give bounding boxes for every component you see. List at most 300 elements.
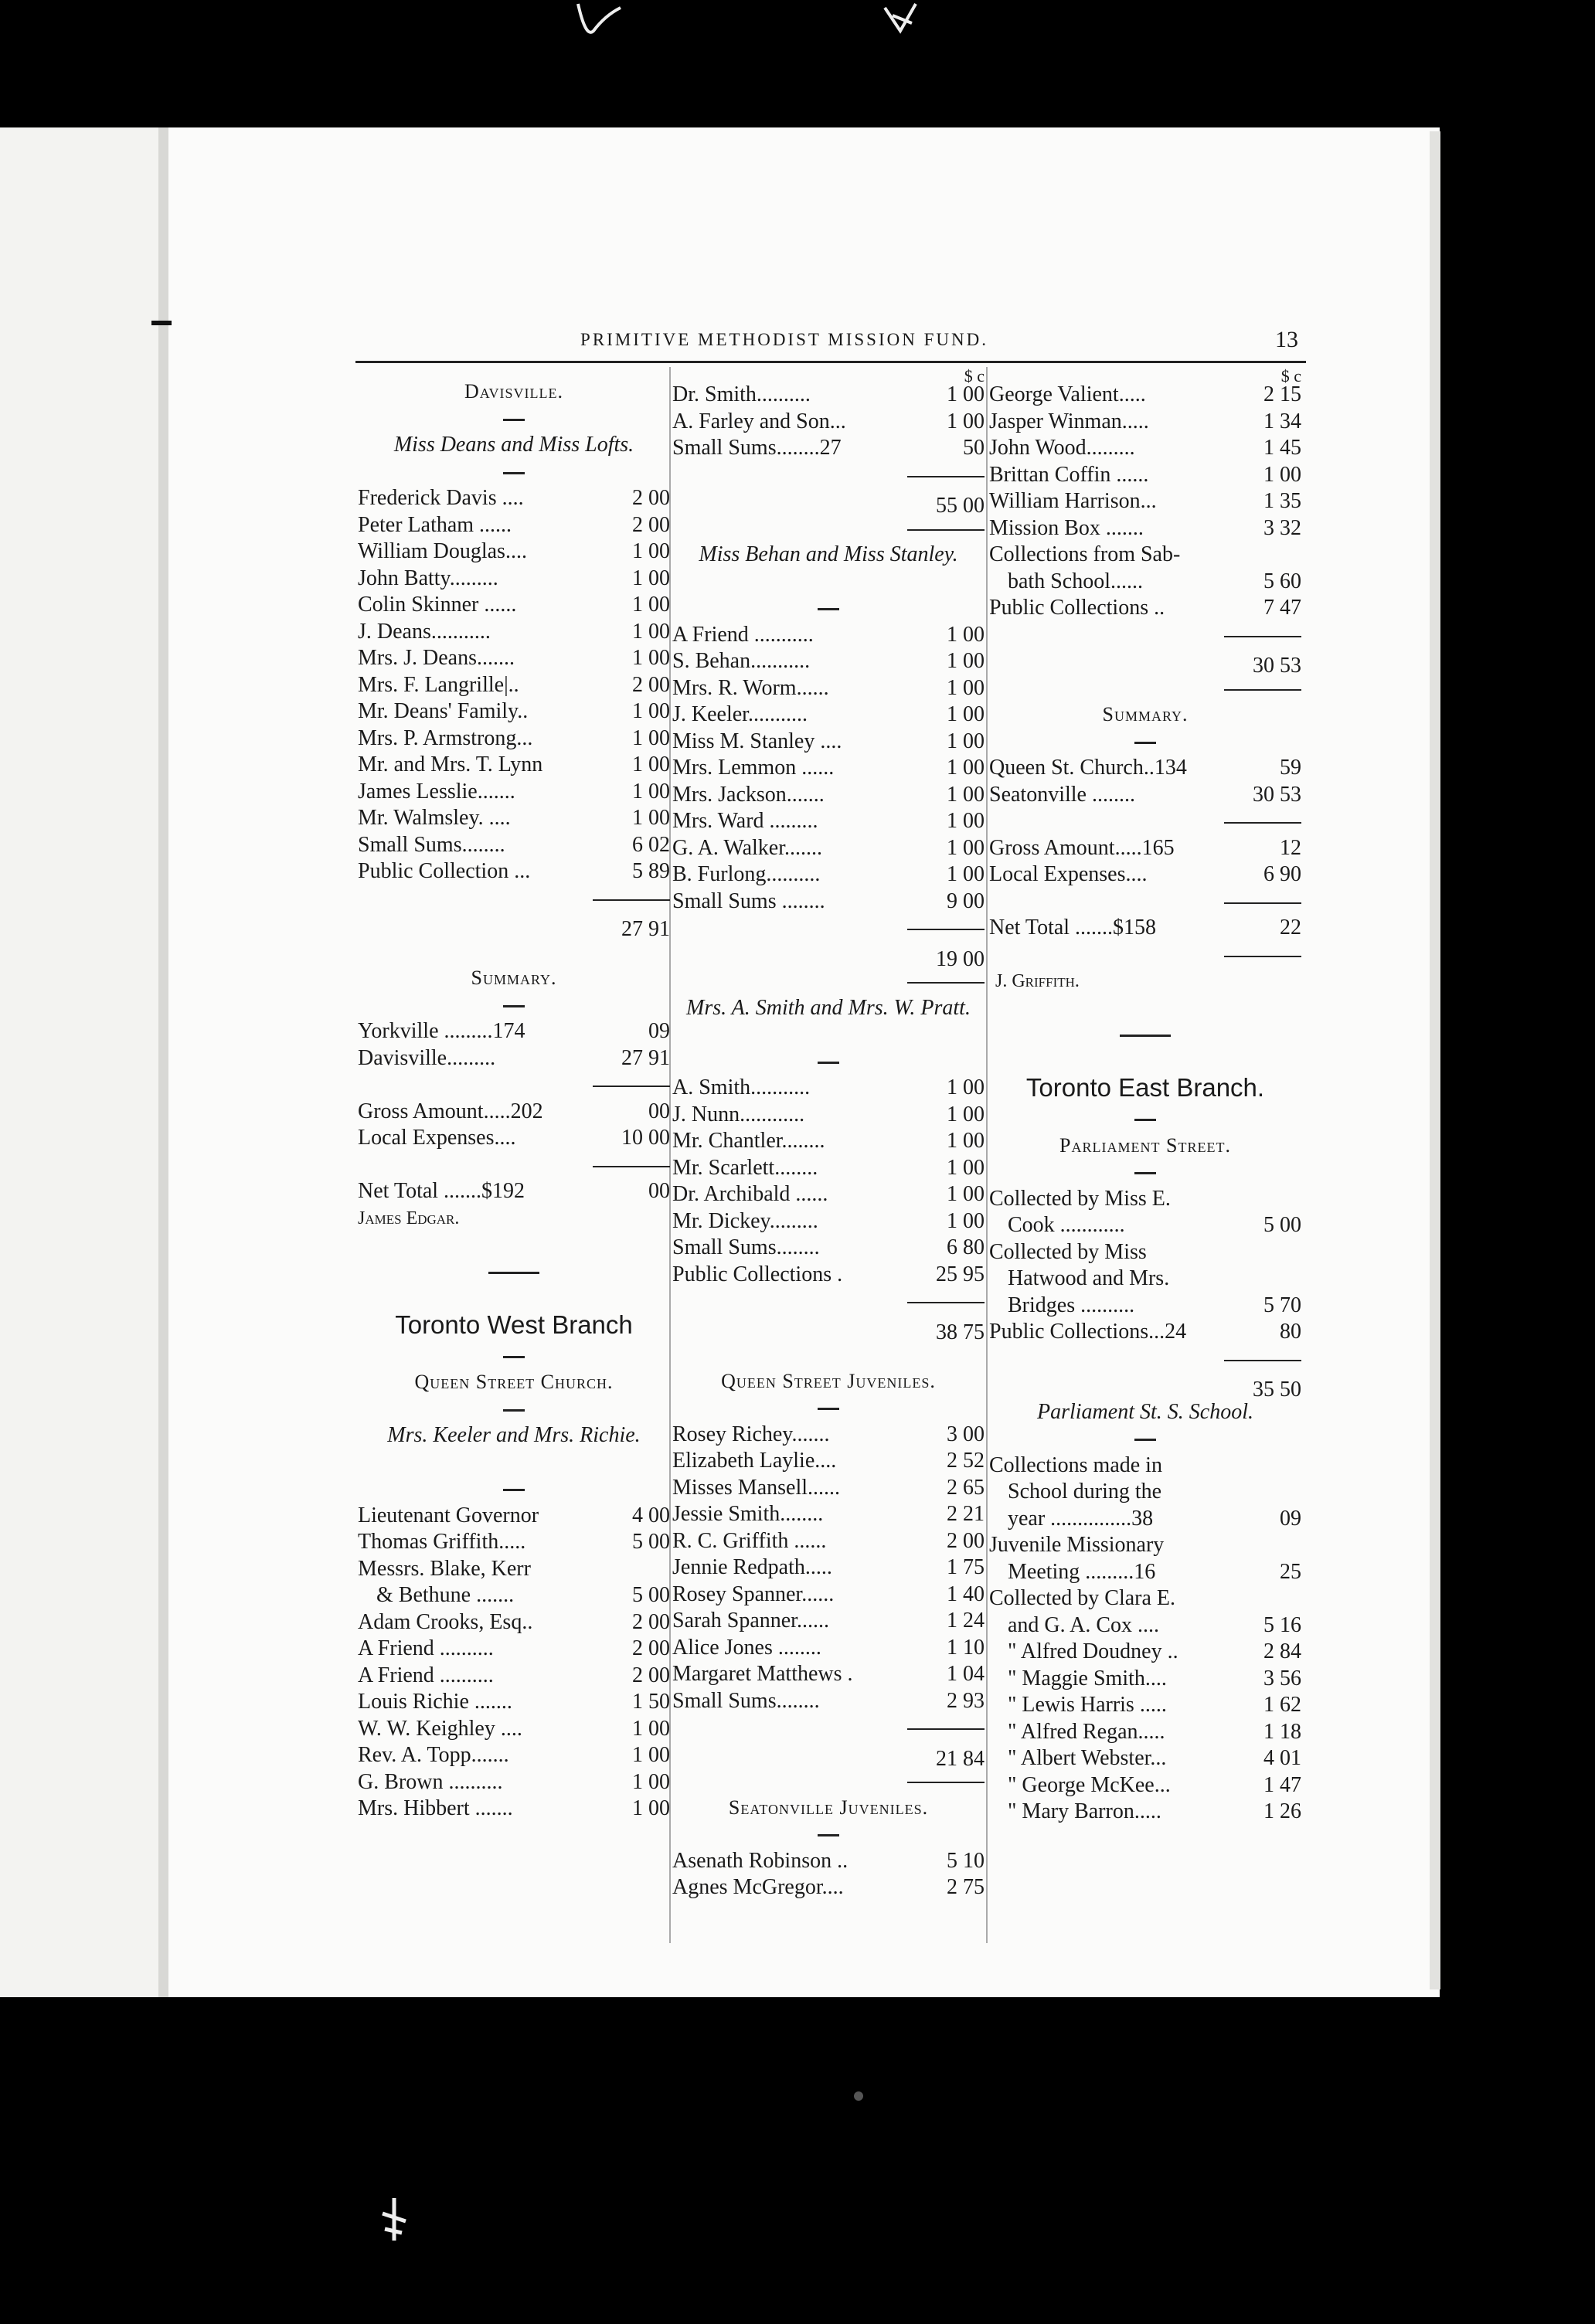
entry-name: Thomas Griffith..... — [358, 1530, 526, 1554]
list-item — [989, 1666, 1301, 1693]
total-rule — [358, 885, 670, 912]
entry-name: J. Deans........... — [358, 619, 491, 644]
list-item — [989, 1186, 1301, 1213]
entry-name: Mission Box ....... — [989, 515, 1144, 540]
list-item — [358, 1636, 670, 1663]
entry-amount: 2 00 — [632, 1609, 670, 1634]
entry-name: Frederick Davis .... — [358, 486, 524, 510]
entry-amount: 4 00 — [632, 1503, 670, 1527]
list-item — [672, 861, 985, 888]
entry-amount: 1 00 — [947, 782, 985, 807]
list-item — [989, 1319, 1301, 1346]
entry-name: A Friend .......... — [358, 1663, 494, 1687]
list-item — [358, 1796, 670, 1823]
entry-amount: 25 95 — [936, 1262, 985, 1286]
entry-amount — [1228, 1452, 1301, 1480]
entry-amount: 2 84 — [1263, 1639, 1301, 1663]
entry-name: Lieutenant Governor — [358, 1503, 539, 1527]
entry-name: Mrs. Jackson....... — [672, 782, 825, 807]
gutter-mark — [151, 321, 172, 325]
list-item — [672, 1475, 985, 1502]
column-3 — [989, 366, 1301, 1826]
entry-amount: 1 00 — [947, 1182, 985, 1206]
entry-name: Public Collections...24 — [989, 1320, 1187, 1344]
entry-name: " Alfred Doudney .. — [1008, 1639, 1178, 1663]
branch-heading: Toronto East Branch. — [1025, 1073, 1265, 1102]
entry-amount: 25 — [1280, 1559, 1301, 1584]
list-item — [672, 1554, 985, 1582]
scan-mark-icon — [877, 0, 923, 42]
ink-spot — [854, 2091, 863, 2101]
list-item — [358, 1742, 670, 1769]
total-rule — [672, 462, 985, 489]
entry-name: Mrs. P. Armstrong... — [358, 725, 533, 750]
entry-amount: 2 00 — [632, 1636, 670, 1660]
entry-name: bath School...... — [1008, 569, 1143, 593]
entry-amount: 2 75 — [947, 1875, 985, 1899]
section-total — [672, 1315, 985, 1342]
entry-amount: 1 00 — [632, 1716, 670, 1741]
currency-header: $ c — [964, 366, 985, 386]
list-item — [989, 1239, 1301, 1266]
entry-name: A Friend ........... — [672, 622, 814, 647]
entry-name: Mr. Dickey......... — [672, 1208, 818, 1233]
entry-amount: 2 93 — [947, 1688, 985, 1713]
list-item — [672, 808, 985, 835]
entry-amount: 1 00 — [947, 1155, 985, 1180]
entry-amount — [1228, 1532, 1301, 1559]
list-item — [989, 1506, 1301, 1533]
entry-name: Cook ............ — [1008, 1213, 1125, 1237]
entry-name: Hatwood and Mrs. — [1008, 1266, 1170, 1290]
list-item — [672, 702, 985, 729]
collectors-line: Miss Behan and Miss Stanley. — [699, 542, 958, 566]
list-item — [358, 805, 670, 832]
list-item — [672, 1635, 985, 1662]
entry-name: School during the — [1008, 1480, 1162, 1503]
entry-name: Peter Latham ...... — [358, 512, 512, 537]
entry-name: S. Behan........... — [672, 649, 811, 673]
entry-name: William Douglas.... — [358, 539, 527, 563]
dash-rule — [989, 729, 1301, 756]
section-total — [672, 488, 985, 518]
list-item — [672, 888, 985, 916]
dash-rule — [358, 992, 670, 1019]
list-item — [358, 539, 670, 566]
list-item — [358, 1045, 670, 1072]
entry-name: Elizabeth Laylie.... — [672, 1449, 837, 1473]
section-heading: Queen Street Church. — [414, 1371, 614, 1393]
list-item — [989, 1266, 1301, 1293]
entry-amount — [1228, 1186, 1301, 1213]
entry-name: " Maggie Smith.... — [1008, 1666, 1167, 1690]
dash-rule — [358, 406, 670, 433]
entry-name: Small Sums........ — [672, 1688, 820, 1713]
list-item — [989, 409, 1301, 436]
entry-name: Seatonville ........ — [989, 782, 1135, 807]
list-item — [989, 382, 1301, 409]
entry-amount — [1228, 542, 1301, 569]
entry-name: George Valient..... — [989, 382, 1146, 406]
entry-name: Juvenile Missionary — [989, 1533, 1165, 1557]
local-expenses-row — [358, 1125, 670, 1152]
entry-amount: 1 00 — [632, 1743, 670, 1767]
entry-amount: 6 90 — [1263, 862, 1301, 886]
entry-name: Asenath Robinson .. — [672, 1848, 849, 1873]
list-item — [989, 515, 1301, 542]
entry-amount: 1 00 — [947, 1208, 985, 1233]
list-item — [358, 645, 670, 672]
entry-name: Small Sums........ — [358, 832, 505, 857]
entry-amount: 4 01 — [1263, 1746, 1301, 1770]
entry-list — [989, 1452, 1301, 1826]
entry-amount: 30 53 — [1253, 782, 1301, 807]
entry-name: Jennie Redpath..... — [672, 1555, 832, 1579]
list-item — [672, 1128, 985, 1155]
entry-name: J. Nunn............ — [672, 1102, 805, 1126]
dash-rule — [672, 1395, 985, 1422]
entry-name: Jasper Winman..... — [989, 409, 1149, 433]
list-item — [989, 1745, 1301, 1772]
entry-name: Gross Amount.....165 — [989, 835, 1175, 860]
entry-amount: 1 26 — [1263, 1799, 1301, 1823]
list-item — [989, 1212, 1301, 1239]
list-item — [358, 1609, 670, 1636]
list-item — [672, 1448, 985, 1475]
total-amount: 21 84 — [936, 1746, 985, 1771]
dash-rule — [989, 1106, 1301, 1133]
entry-name: Public Collection ... — [358, 859, 531, 883]
entry-list — [989, 755, 1301, 808]
entry-list — [672, 382, 985, 462]
entry-name: John Batty......... — [358, 566, 498, 590]
entry-name: Mr. Chantler........ — [672, 1129, 825, 1153]
section-total — [989, 1372, 1301, 1402]
entry-amount: 1 00 — [947, 702, 985, 726]
list-item — [672, 622, 985, 649]
entry-name: Collections from Sab- — [989, 542, 1181, 566]
section-total — [358, 912, 670, 939]
entry-name: James Lesslie....... — [358, 779, 515, 804]
dash-rule — [358, 1476, 670, 1503]
list-item — [989, 595, 1301, 622]
dash-rule — [989, 1425, 1301, 1452]
net-total-row — [358, 1178, 670, 1205]
entry-name: Jessie Smith........ — [672, 1502, 824, 1526]
entry-name: Mr. Deans' Family.. — [358, 699, 529, 723]
list-item — [989, 1479, 1301, 1506]
entry-amount: 1 47 — [1263, 1772, 1301, 1797]
list-item — [989, 1585, 1301, 1612]
entry-amount: 5 00 — [632, 1583, 670, 1607]
section-total — [672, 942, 985, 969]
entry-amount: 1 00 — [947, 809, 985, 833]
entry-amount: 09 — [1280, 1506, 1301, 1531]
list-item — [672, 1848, 985, 1875]
section-total — [672, 1741, 985, 1771]
total-rule — [989, 888, 1301, 916]
entry-name: Sarah Spanner...... — [672, 1609, 829, 1633]
entry-name: Brittan Coffin ...... — [989, 462, 1149, 487]
entry-list — [989, 382, 1301, 622]
section-separator — [358, 1259, 670, 1286]
entry-name: and G. A. Cox .... — [1008, 1612, 1159, 1637]
collectors-line: Mrs. Keeler and Mrs. Richie. — [387, 1423, 641, 1447]
list-item — [989, 755, 1301, 782]
total-amount: 35 50 — [1253, 1378, 1301, 1402]
entry-name: Gross Amount.....202 — [358, 1099, 543, 1123]
entry-name: Public Collections .. — [989, 596, 1165, 620]
entry-name: Mrs. Ward ......... — [672, 809, 818, 833]
list-item — [358, 592, 670, 619]
list-item — [672, 729, 985, 756]
entry-amount: 12 — [1280, 835, 1301, 860]
total-rule — [672, 915, 985, 942]
entry-name: Local Expenses.... — [358, 1126, 516, 1150]
entry-amount: 1 00 — [947, 835, 985, 860]
entry-amount: 1 00 — [947, 649, 985, 673]
entry-amount: 1 00 — [632, 593, 670, 617]
entry-name: Louis Richie ....... — [358, 1690, 512, 1714]
entry-amount: 2 00 — [947, 1528, 985, 1553]
entry-name: Bridges .......... — [1008, 1293, 1135, 1317]
entry-amount: 1 00 — [632, 806, 670, 830]
entry-amount: 1 00 — [947, 382, 985, 406]
list-item — [672, 1155, 985, 1182]
list-item — [989, 782, 1301, 809]
total-rule — [672, 1288, 985, 1315]
entry-name: Miss M. Stanley .... — [672, 729, 842, 753]
scan-mark-icon — [570, 0, 624, 46]
list-item — [672, 1688, 985, 1715]
entry-name: John Wood......... — [989, 436, 1135, 460]
entry-amount: 9 00 — [947, 888, 985, 913]
total-rule — [989, 622, 1301, 649]
total-amount: 38 75 — [936, 1320, 985, 1344]
entry-amount: 2 00 — [632, 486, 670, 510]
dash-rule — [672, 595, 985, 622]
list-item — [672, 1208, 985, 1235]
entry-name: Margaret Matthews . — [672, 1662, 853, 1686]
entry-amount: 00 — [648, 1179, 670, 1203]
entry-name: " Albert Webster... — [1008, 1746, 1167, 1770]
entry-amount: 2 15 — [1263, 382, 1301, 406]
list-item — [672, 1874, 985, 1901]
entry-name: Adam Crooks, Esq.. — [358, 1609, 533, 1634]
entry-amount: 22 — [1280, 916, 1301, 939]
signature: J. Griffith. — [995, 971, 1080, 991]
list-item — [989, 569, 1301, 596]
entry-amount: 1 00 — [1263, 462, 1301, 487]
entry-amount: 80 — [1280, 1320, 1301, 1344]
list-item — [989, 1293, 1301, 1320]
list-item — [358, 619, 670, 646]
entry-amount: 5 89 — [632, 859, 670, 883]
entry-name: Dr. Archibald ...... — [672, 1182, 828, 1206]
entry-list — [358, 485, 670, 885]
column-1 — [358, 379, 670, 1823]
entry-name: Mrs. J. Deans....... — [358, 646, 515, 670]
entry-amount: 1 00 — [632, 646, 670, 670]
entry-name: & Bethune ....... — [376, 1583, 515, 1607]
entry-name: A. Smith........... — [672, 1075, 811, 1099]
entry-amount: 50 — [963, 436, 985, 460]
entry-name: J. Keeler........... — [672, 702, 808, 726]
entry-amount: 5 60 — [1263, 569, 1301, 593]
entry-amount: 1 00 — [632, 1796, 670, 1820]
list-item — [672, 648, 985, 675]
entry-name: Rev. A. Topp....... — [358, 1743, 509, 1767]
entry-amount: 1 24 — [947, 1609, 985, 1633]
entry-amount: 1 00 — [947, 622, 985, 647]
list-item — [358, 1556, 670, 1583]
page-right-edge — [1430, 131, 1440, 1989]
list-item — [672, 1181, 985, 1208]
entry-list — [672, 1422, 985, 1715]
total-rule — [989, 808, 1301, 835]
entry-amount: 5 16 — [1263, 1612, 1301, 1637]
entry-name: R. C. Griffith ...... — [672, 1528, 827, 1553]
currency-header: $ c — [1280, 366, 1301, 386]
entry-amount: 1 00 — [947, 1102, 985, 1126]
list-item — [989, 1719, 1301, 1746]
entry-amount: 10 00 — [621, 1126, 670, 1150]
entry-list — [358, 1503, 670, 1823]
entry-amount: 27 91 — [621, 1045, 670, 1070]
entry-name: " Mary Barron..... — [1008, 1799, 1161, 1823]
entry-amount: 6 80 — [947, 1235, 985, 1259]
entry-name: year ...............38 — [1008, 1506, 1154, 1531]
entry-amount: 1 00 — [632, 725, 670, 750]
entry-name: Mrs. Hibbert ....... — [358, 1796, 513, 1820]
entry-amount: 1 00 — [632, 1769, 670, 1794]
list-item — [989, 462, 1301, 489]
total-rule — [358, 1152, 670, 1179]
section-heading: Parliament St. S. School. — [1037, 1399, 1253, 1424]
entry-name: Misses Mansell...... — [672, 1475, 840, 1500]
list-item — [358, 1663, 670, 1690]
entry-amount — [1228, 1266, 1301, 1293]
list-item — [358, 1018, 670, 1045]
entry-name: Colin Skinner ...... — [358, 593, 517, 617]
total-amount: 30 53 — [1253, 654, 1301, 678]
list-item — [358, 512, 670, 539]
entry-name: Mr. and Mrs. T. Lynn — [358, 753, 543, 776]
dash-rule — [358, 459, 670, 486]
list-item — [672, 1235, 985, 1262]
local-expenses-row — [989, 861, 1301, 888]
entry-name: Collections made in — [989, 1452, 1162, 1477]
list-item — [989, 435, 1301, 462]
entry-amount: 2 00 — [632, 1663, 670, 1687]
entry-amount: 6 02 — [632, 832, 670, 857]
section-heading: Summary. — [1102, 703, 1189, 725]
entry-name: G. A. Walker....... — [672, 835, 822, 860]
entry-amount: 1 40 — [947, 1582, 985, 1606]
list-item — [358, 858, 670, 885]
list-item — [989, 1772, 1301, 1799]
entry-amount: 1 18 — [1263, 1719, 1301, 1744]
column-2 — [672, 366, 985, 1901]
entry-amount: 1 00 — [632, 699, 670, 723]
entry-name: William Harrison... — [989, 489, 1157, 513]
dash-rule — [358, 1343, 670, 1370]
list-item — [358, 1769, 670, 1796]
entry-amount — [1228, 1239, 1301, 1266]
left-page-edge — [0, 127, 174, 1997]
entry-list — [672, 1075, 985, 1288]
list-item — [989, 488, 1301, 515]
list-item — [672, 435, 985, 462]
entry-amount — [597, 1556, 670, 1583]
entry-amount: 1 00 — [947, 729, 985, 753]
entry-name: A Friend .......... — [358, 1636, 494, 1660]
entry-name: Small Sums ........ — [672, 888, 825, 913]
list-item — [672, 1075, 985, 1102]
list-item — [358, 1689, 670, 1716]
entry-name: " Lewis Harris ..... — [1008, 1693, 1167, 1717]
list-item — [672, 409, 985, 436]
entry-amount: 1 00 — [947, 756, 985, 780]
list-item — [672, 675, 985, 702]
list-item — [672, 382, 985, 409]
entry-amount: 1 34 — [1263, 409, 1301, 433]
entry-amount: 1 00 — [947, 1075, 985, 1099]
entry-amount: 1 50 — [632, 1690, 670, 1714]
list-item — [672, 755, 985, 782]
entry-amount: 2 52 — [947, 1449, 985, 1473]
entry-name: Collected by Miss E. — [989, 1186, 1171, 1211]
entry-list — [358, 1018, 670, 1072]
entry-amount: 2 65 — [947, 1475, 985, 1500]
list-item — [358, 1529, 670, 1556]
entry-name: Small Sums........ — [672, 1235, 820, 1259]
list-item — [672, 1501, 985, 1528]
list-item — [989, 1452, 1301, 1480]
list-item — [672, 835, 985, 862]
entry-amount: 1 00 — [947, 1129, 985, 1153]
entry-name: G. Brown .......... — [358, 1769, 503, 1794]
list-item — [358, 672, 670, 699]
list-item — [358, 779, 670, 806]
section-heading: Parliament Street. — [1059, 1133, 1231, 1157]
entry-amount: 1 35 — [1263, 489, 1301, 513]
total-rule — [672, 1714, 985, 1741]
list-item — [358, 698, 670, 725]
collectors-line: Miss Deans and Miss Lofts. — [393, 433, 634, 457]
entry-amount: 5 00 — [1263, 1213, 1301, 1237]
dash-rule — [989, 1159, 1301, 1186]
column-divider — [986, 367, 988, 1943]
total-amount: 55 00 — [936, 494, 985, 518]
total-rule — [358, 1072, 670, 1099]
total-rule — [672, 515, 985, 542]
list-item — [358, 752, 670, 779]
total-amount: 19 00 — [936, 946, 985, 971]
list-item — [989, 1559, 1301, 1586]
entry-amount: 1 04 — [947, 1662, 985, 1686]
entry-amount: 5 10 — [947, 1848, 985, 1873]
entry-list — [989, 1186, 1301, 1346]
list-item — [358, 725, 670, 753]
entry-name: Net Total .......$158 — [989, 916, 1157, 939]
scan-mark-icon — [379, 2198, 410, 2241]
entry-amount: 1 00 — [947, 675, 985, 700]
entry-amount — [1228, 1479, 1301, 1506]
entry-amount: 1 45 — [1263, 436, 1301, 460]
list-item — [358, 1582, 670, 1609]
entry-name: W. W. Keighley .... — [358, 1716, 522, 1741]
